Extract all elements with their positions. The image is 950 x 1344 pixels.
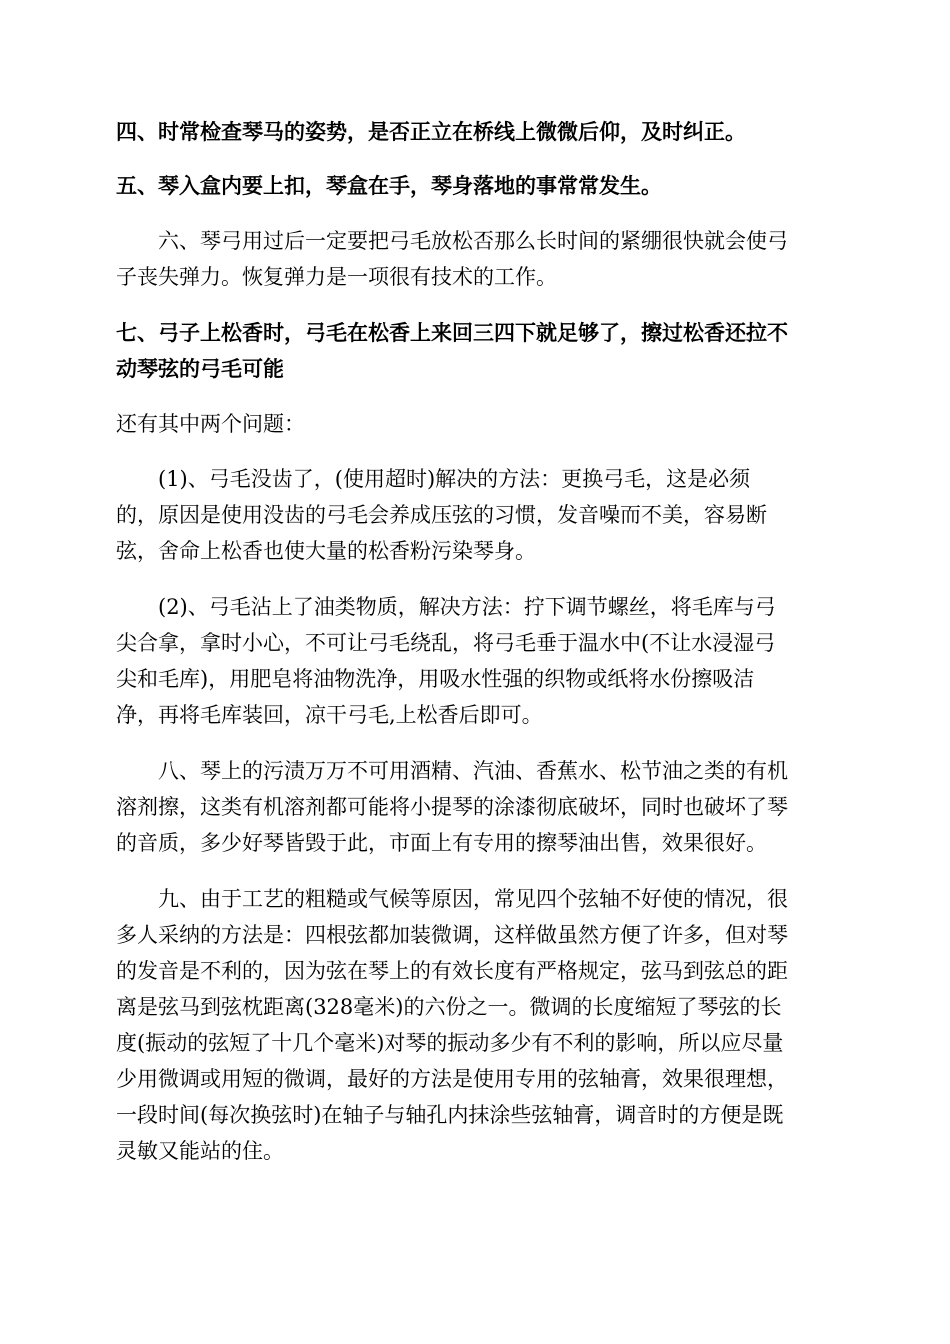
item-7-line-2: 动琴弦的弓毛可能	[116, 357, 284, 381]
item-9-line-5: 度(振动的弦短了十几个毫米)对琴的振动多少有不利的影响，所以应尽量	[116, 1031, 784, 1055]
item-9-line-3: 的发音是不利的，因为弦在琴上的有效长度有严格规定，弦马到弦总的距	[116, 959, 788, 983]
item-9-line-7: 一段时间(每次换弦时)在轴子与轴孔内抹涂些弦轴膏，调音时的方便是既	[116, 1103, 784, 1127]
item-4-line-1: 四、时常检查琴马的姿势，是否正立在桥线上微微后仰，及时纠正。	[116, 120, 746, 144]
item-6-line-2: 子丧失弹力。恢复弹力是一项很有技术的工作。	[116, 265, 557, 289]
item-8-line-1: 八、琴上的污渍万万不可用酒精、汽油、香蕉水、松节油之类的有机	[158, 759, 788, 783]
problem-2-line-2: 尖合拿，拿时小心，不可让弓毛绕乱，将弓毛垂于温水中(不让水浸湿弓	[116, 631, 776, 655]
item-8-line-2: 溶剂擦，这类有机溶剂都可能将小提琴的涂漆彻底破坏，同时也破坏了琴	[116, 795, 788, 819]
item-8-line-3: 的音质，多少好琴皆毁于此，市面上有专用的擦琴油出售，效果很好。	[116, 831, 767, 855]
item-7-line-1: 七、弓子上松香时，弓毛在松香上来回三四下就足够了，擦过松香还拉不	[116, 321, 788, 345]
item-6-line-1: 六、琴弓用过后一定要把弓毛放松否那么长时间的紧绷很快就会使弓	[158, 229, 788, 253]
problem-2-line-4: 净，再将毛库装回，凉干弓毛,上松香后即可。	[116, 703, 543, 727]
item-7-intro-line: 还有其中两个问题：	[116, 412, 305, 436]
problem-1-line-2: 的，原因是使用没齿的弓毛会养成压弦的习惯，发音噪而不美，容易断	[116, 503, 767, 527]
item-9-line-4: 离是弦马到弦枕距离(328毫米)的六份之一。微调的长度缩短了琴弦的长	[116, 995, 782, 1019]
problem-2-line-1: (2)、弓毛沾上了油类物质，解决方法：拧下调节螺丝，将毛库与弓	[158, 595, 776, 619]
item-5-line-1: 五、琴入盒内要上扣，琴盒在手，琴身落地的事常常发生。	[116, 174, 662, 198]
item-9-line-6: 少用微调或用短的微调，最好的方法是使用专用的弦轴膏，效果很理想，	[116, 1067, 788, 1091]
item-9-line-8: 灵敏又能站的住。	[116, 1139, 284, 1163]
problem-1-line-3: 弦，舍命上松香也使大量的松香粉污染琴身。	[116, 539, 536, 563]
item-9-line-2: 多人采纳的方法是：四根弦都加装微调，这样做虽然方便了许多，但对琴	[116, 923, 788, 947]
item-9-line-1: 九、由于工艺的粗糙或气候等原因，常见四个弦轴不好使的情况，很	[158, 887, 788, 911]
problem-1-line-1: (1)、弓毛没齿了，(使用超时)解决的方法：更换弓毛，这是必须	[158, 467, 751, 491]
problem-2-line-3: 尖和毛库)，用肥皂将油物洗净，用吸水性强的织物或纸将水份擦吸洁	[116, 667, 755, 691]
